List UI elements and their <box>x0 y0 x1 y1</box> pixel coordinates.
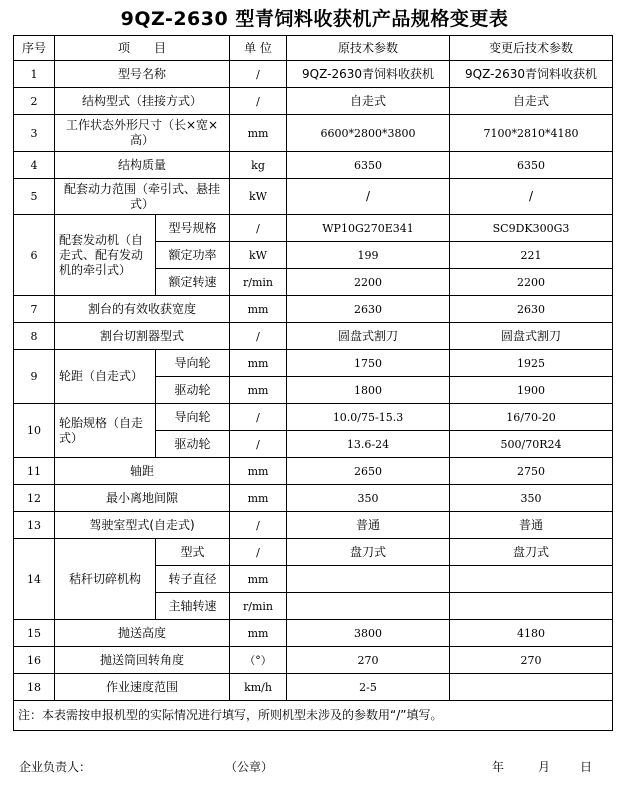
row-unit: / <box>230 61 287 88</box>
table-row <box>14 404 613 431</box>
row-orig: 2200 <box>287 269 450 296</box>
row-no: 5 <box>14 179 55 215</box>
company-head-label: 企业负责人： <box>19 760 92 774</box>
row-unit: （°） <box>230 647 287 674</box>
row-no: 1 <box>14 61 55 88</box>
row-orig: 圆盘式割刀 <box>287 323 450 350</box>
row-item: 型号名称 <box>55 61 230 88</box>
row-unit: mm <box>230 350 287 377</box>
row-group: 轮距（自走式） <box>55 350 156 404</box>
row-subitem: 型号规格 <box>156 215 230 242</box>
row-new: 1900 <box>450 377 613 404</box>
row-unit: mm <box>230 296 287 323</box>
row-orig: 2-5 <box>287 674 450 701</box>
row-new: 2200 <box>450 269 613 296</box>
row-group: 配套发动机（自走式、配有发动机的牵引式） <box>55 215 156 296</box>
row-orig: 270 <box>287 647 450 674</box>
row-orig: 1800 <box>287 377 450 404</box>
row-new <box>450 593 613 620</box>
table-row <box>14 512 613 539</box>
table-row <box>14 458 613 485</box>
table-row <box>14 88 613 115</box>
row-orig: 2630 <box>287 296 450 323</box>
table-row <box>14 539 613 566</box>
row-new: 221 <box>450 242 613 269</box>
row-orig: 199 <box>287 242 450 269</box>
row-orig: 10.0/75-15.3 <box>287 404 450 431</box>
row-item: 作业速度范围 <box>55 674 230 701</box>
row-no: 6 <box>14 215 55 296</box>
row-new: 4180 <box>450 620 613 647</box>
table-row <box>14 323 613 350</box>
row-unit: / <box>230 404 287 431</box>
row-orig: 9QZ-2630青饲料收获机 <box>287 61 450 88</box>
row-subitem: 额定功率 <box>156 242 230 269</box>
row-group: 秸秆切碎机构 <box>55 539 156 620</box>
row-item: 轴距 <box>55 458 230 485</box>
row-unit: / <box>230 88 287 115</box>
table-row <box>14 350 613 377</box>
table-note: 注：本表需按申报机型的实际情况进行填写，所则机型未涉及的参数用“/”填写。 <box>14 701 613 731</box>
document-title: 9QZ-2630 型青饲料收获机产品规格变更表 <box>120 8 509 30</box>
row-item: 最小离地间隙 <box>55 485 230 512</box>
row-item: 抛送高度 <box>55 620 230 647</box>
table-row <box>14 115 613 152</box>
row-orig: 2650 <box>287 458 450 485</box>
table-row <box>14 61 613 88</box>
table-header-row <box>14 36 613 61</box>
row-no: 14 <box>14 539 55 620</box>
row-unit: mm <box>230 566 287 593</box>
row-unit: / <box>230 539 287 566</box>
row-unit: mm <box>230 485 287 512</box>
row-new: 7100*2810*4180 <box>450 115 613 152</box>
row-no: 9 <box>14 350 55 404</box>
row-item: 工作状态外形尺寸（长×宽×高） <box>55 115 230 152</box>
row-new: 1925 <box>450 350 613 377</box>
row-new: 盘刀式 <box>450 539 613 566</box>
row-orig: 自走式 <box>287 88 450 115</box>
row-unit: / <box>230 512 287 539</box>
note-row <box>14 701 613 731</box>
table-row <box>14 296 613 323</box>
row-no: 11 <box>14 458 55 485</box>
row-subitem: 型式 <box>156 539 230 566</box>
year-label: 年 <box>492 760 505 774</box>
row-item: 驾驶室型式(自走式) <box>55 512 230 539</box>
row-orig: 普通 <box>287 512 450 539</box>
row-new: 普通 <box>450 512 613 539</box>
table-row <box>14 647 613 674</box>
row-new: 圆盘式割刀 <box>450 323 613 350</box>
row-subitem: 导向轮 <box>156 404 230 431</box>
row-orig: WP10G270E341 <box>287 215 450 242</box>
row-unit: r/min <box>230 269 287 296</box>
table-row <box>14 179 613 215</box>
row-new: 16/70-20 <box>450 404 613 431</box>
row-no: 18 <box>14 674 55 701</box>
header-unit: 单 位 <box>230 36 287 61</box>
table-row <box>14 674 613 701</box>
row-orig <box>287 566 450 593</box>
row-unit: km/h <box>230 674 287 701</box>
header-orig: 原技术参数 <box>287 36 450 61</box>
row-subitem: 额定转速 <box>156 269 230 296</box>
row-unit: / <box>230 431 287 458</box>
row-orig: 6350 <box>287 152 450 179</box>
day-label: 日 <box>580 760 593 774</box>
row-no: 15 <box>14 620 55 647</box>
row-no: 3 <box>14 115 55 152</box>
row-new: 2630 <box>450 296 613 323</box>
row-subitem: 驱动轮 <box>156 377 230 404</box>
row-orig: 盘刀式 <box>287 539 450 566</box>
row-item: 割台的有效收获宽度 <box>55 296 230 323</box>
row-subitem: 转子直径 <box>156 566 230 593</box>
table-row <box>14 620 613 647</box>
row-unit: mm <box>230 115 287 152</box>
row-new <box>450 566 613 593</box>
row-no: 16 <box>14 647 55 674</box>
row-unit: / <box>230 215 287 242</box>
row-orig: 1750 <box>287 350 450 377</box>
row-group: 轮胎规格（自走式） <box>55 404 156 458</box>
row-new: 500/70R24 <box>450 431 613 458</box>
row-unit: mm <box>230 620 287 647</box>
row-item: 配套动力范围（牵引式、悬挂式） <box>55 179 230 215</box>
row-new: 自走式 <box>450 88 613 115</box>
row-no: 8 <box>14 323 55 350</box>
row-item: 结构质量 <box>55 152 230 179</box>
row-new <box>450 674 613 701</box>
row-orig: 3800 <box>287 620 450 647</box>
row-subitem: 主轴转速 <box>156 593 230 620</box>
row-new: / <box>450 179 613 215</box>
month-label: 月 <box>538 760 551 774</box>
header-item: 项 目 <box>55 36 230 61</box>
row-new: 6350 <box>450 152 613 179</box>
row-item: 结构型式（挂接方式） <box>55 88 230 115</box>
row-orig: 350 <box>287 485 450 512</box>
row-no: 12 <box>14 485 55 512</box>
row-unit: kW <box>230 242 287 269</box>
row-new: 270 <box>450 647 613 674</box>
row-orig: 13.6-24 <box>287 431 450 458</box>
spec-change-table <box>13 35 613 731</box>
row-no: 7 <box>14 296 55 323</box>
row-unit: mm <box>230 377 287 404</box>
row-unit: kg <box>230 152 287 179</box>
row-no: 2 <box>14 88 55 115</box>
row-orig: / <box>287 179 450 215</box>
table-row <box>14 215 613 242</box>
row-orig: 6600*2800*3800 <box>287 115 450 152</box>
row-no: 13 <box>14 512 55 539</box>
row-item: 割台切割器型式 <box>55 323 230 350</box>
header-no: 序号 <box>14 36 55 61</box>
row-item: 抛送筒回转角度 <box>55 647 230 674</box>
row-new: SC9DK300G3 <box>450 215 613 242</box>
row-unit: / <box>230 323 287 350</box>
row-unit: r/min <box>230 593 287 620</box>
row-unit: kW <box>230 179 287 215</box>
row-no: 10 <box>14 404 55 458</box>
row-new: 2750 <box>450 458 613 485</box>
row-new: 350 <box>450 485 613 512</box>
table-row <box>14 485 613 512</box>
header-new: 变更后技术参数 <box>450 36 613 61</box>
seal-label: （公章） <box>225 760 274 774</box>
row-subitem: 导向轮 <box>156 350 230 377</box>
row-unit: mm <box>230 458 287 485</box>
row-subitem: 驱动轮 <box>156 431 230 458</box>
row-no: 4 <box>14 152 55 179</box>
row-new: 9QZ-2630青饲料收获机 <box>450 61 613 88</box>
row-orig <box>287 593 450 620</box>
table-row <box>14 152 613 179</box>
